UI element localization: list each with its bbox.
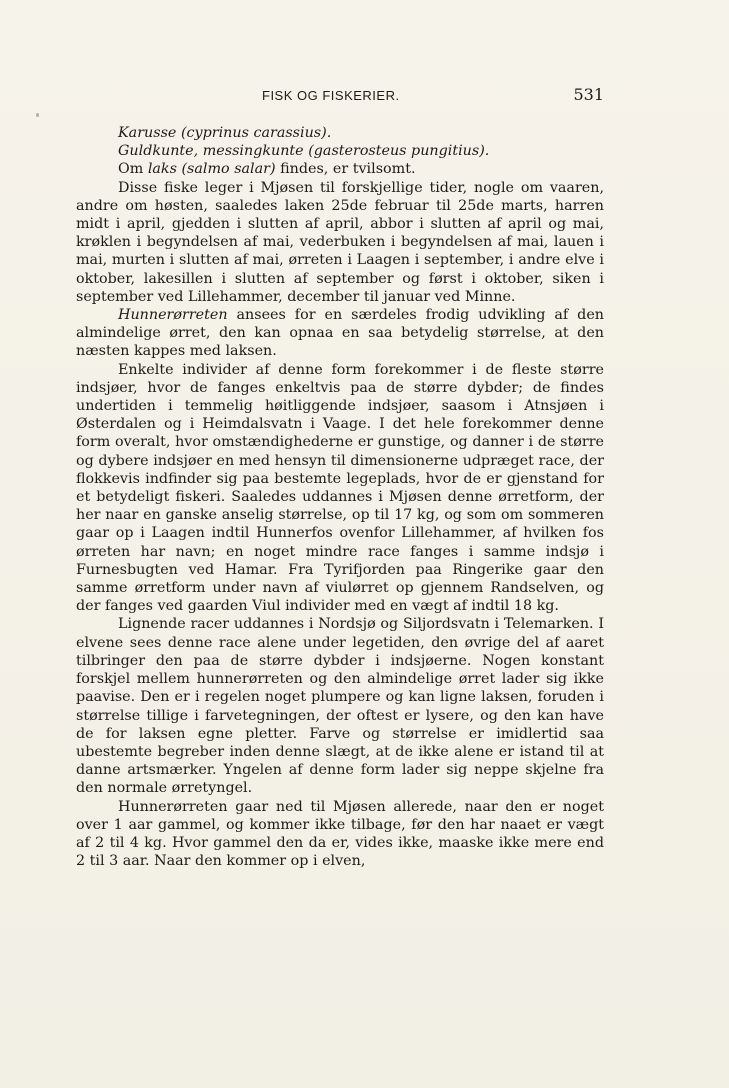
paragraph-text: ansees for en særdeles frodig udvikling af den almindelige ørret, den kan opnaa en saa betydelig størrelse, at den næsten kappes med laksen. bbox=[76, 307, 604, 360]
paragraph-italic: Hunnerørreten bbox=[118, 307, 228, 324]
paragraph-italic: laks (salmo salar) bbox=[147, 161, 276, 178]
body-text bbox=[76, 124, 604, 870]
species-name: Guldkunte, messingkunte bbox=[118, 143, 304, 160]
species-latin: (gasterosteus pungitius). bbox=[308, 143, 490, 160]
species-latin: (cyprinus carassius). bbox=[180, 125, 332, 141]
running-head: FISK OG FISKERIER. bbox=[262, 88, 400, 103]
paragraph-hunnerorret-intro bbox=[76, 306, 604, 361]
paper-mark bbox=[36, 113, 39, 117]
paragraph-races: Lignende racer uddannes i Nordsjø og Siljordsvatn i Telemarken. I elvene sees denne race alene under legetiden, den øvrige del af aaret tilbringer den paa de større dybder i indsjøerne. Nogen konstant forskjel mellem hunnerørreten og den almindelige ørret lader sig ikke paavise. Den er i regelen noget plumpere og kan ligne laksen, foruden i størrelse tillige i farvetegningen, der oftest er lysere, og den kan have de for laksen egne pletter. Farve og størrelse er imidlertid saa ubestemte begreber inden denne slægt, at de ikke alene er istand til at danne artsmærker. Yngelen af denne form lader sig neppe skjelne fra den normale ørretyngel. bbox=[76, 616, 604, 797]
page-number: 531 bbox=[573, 85, 604, 104]
paragraph-migration: Hunnerørreten gaar ned til Mjøsen allerede, naar den er noget over 1 aar gammel, og kommer ikke tilbage, før den har naaet er vægt af 2 til 4 kg. Hvor gammel den da er, vides ikke, maaske ikke mere end 2 til 3 aar. Naar den kommer op i elven, bbox=[76, 798, 604, 870]
paragraph-text: findes, er tvilsomt. bbox=[275, 161, 416, 178]
species-name: Karusse bbox=[118, 125, 177, 141]
species-line-karusse bbox=[76, 124, 604, 142]
paragraph-spawning: Disse fiske leger i Mjøsen til forskjellige tider, nogle om vaaren, andre om høsten, saaledes laken 25de februar til 25de marts, harren midt i april, gjedden i slutten af april, abbor i slutten af april og mai, krøklen i begyndelsen af mai, vederbuken i begyndelsen af mai, lauen i mai, murten i slutten af mai, ørreten i Laagen i september, i andre elve i oktober, lakesillen i slutten af september og først i oktober, siken i september ved Lillehammer, december til januar ved Minne. bbox=[76, 179, 604, 305]
paragraph-individuals: Enkelte individer af denne form forekommer i de fleste større indsjøer, hvor de fanges enkeltvis paa de større dybder; de findes undertiden i temmelig høitliggende indsjøer, saasom i Atnsjøen i Østerdalen og i Heimdalsvatn i Vaage. I det hele forekommer denne form overalt, hvor omstændighederne er gunstige, og danner i de større og dybere indsjøer en med hensyn til dimensionerne udpræget race, der flokkevis indfinder sig paa bestemte legeplads, hvor de er gjenstand for et betydeligt fiskeri. Saaledes uddannes i Mjøsen denne ørretform, der her naar en ganske anselig størrelse, op til 17 kg, og som om sommeren gaar op i Laagen indtil Hunnerfos ovenfor Lillehammer, af hvilken fos ørreten har navn; en noget mindre race fanges i samme indsjø i Furnesbugten ved Hamar. Fra Tyrifjorden paa Ringerike gaar den samme ørretform under navn af viulørret op gjennem Randselven, og der fanges ved gaarden Viul individer med en vægt af indtil 18 kg. bbox=[76, 361, 604, 615]
paragraph-text: Om bbox=[118, 161, 148, 178]
species-line-guldkunte bbox=[76, 142, 604, 160]
paragraph-laks bbox=[76, 160, 604, 178]
page-header bbox=[76, 85, 604, 110]
